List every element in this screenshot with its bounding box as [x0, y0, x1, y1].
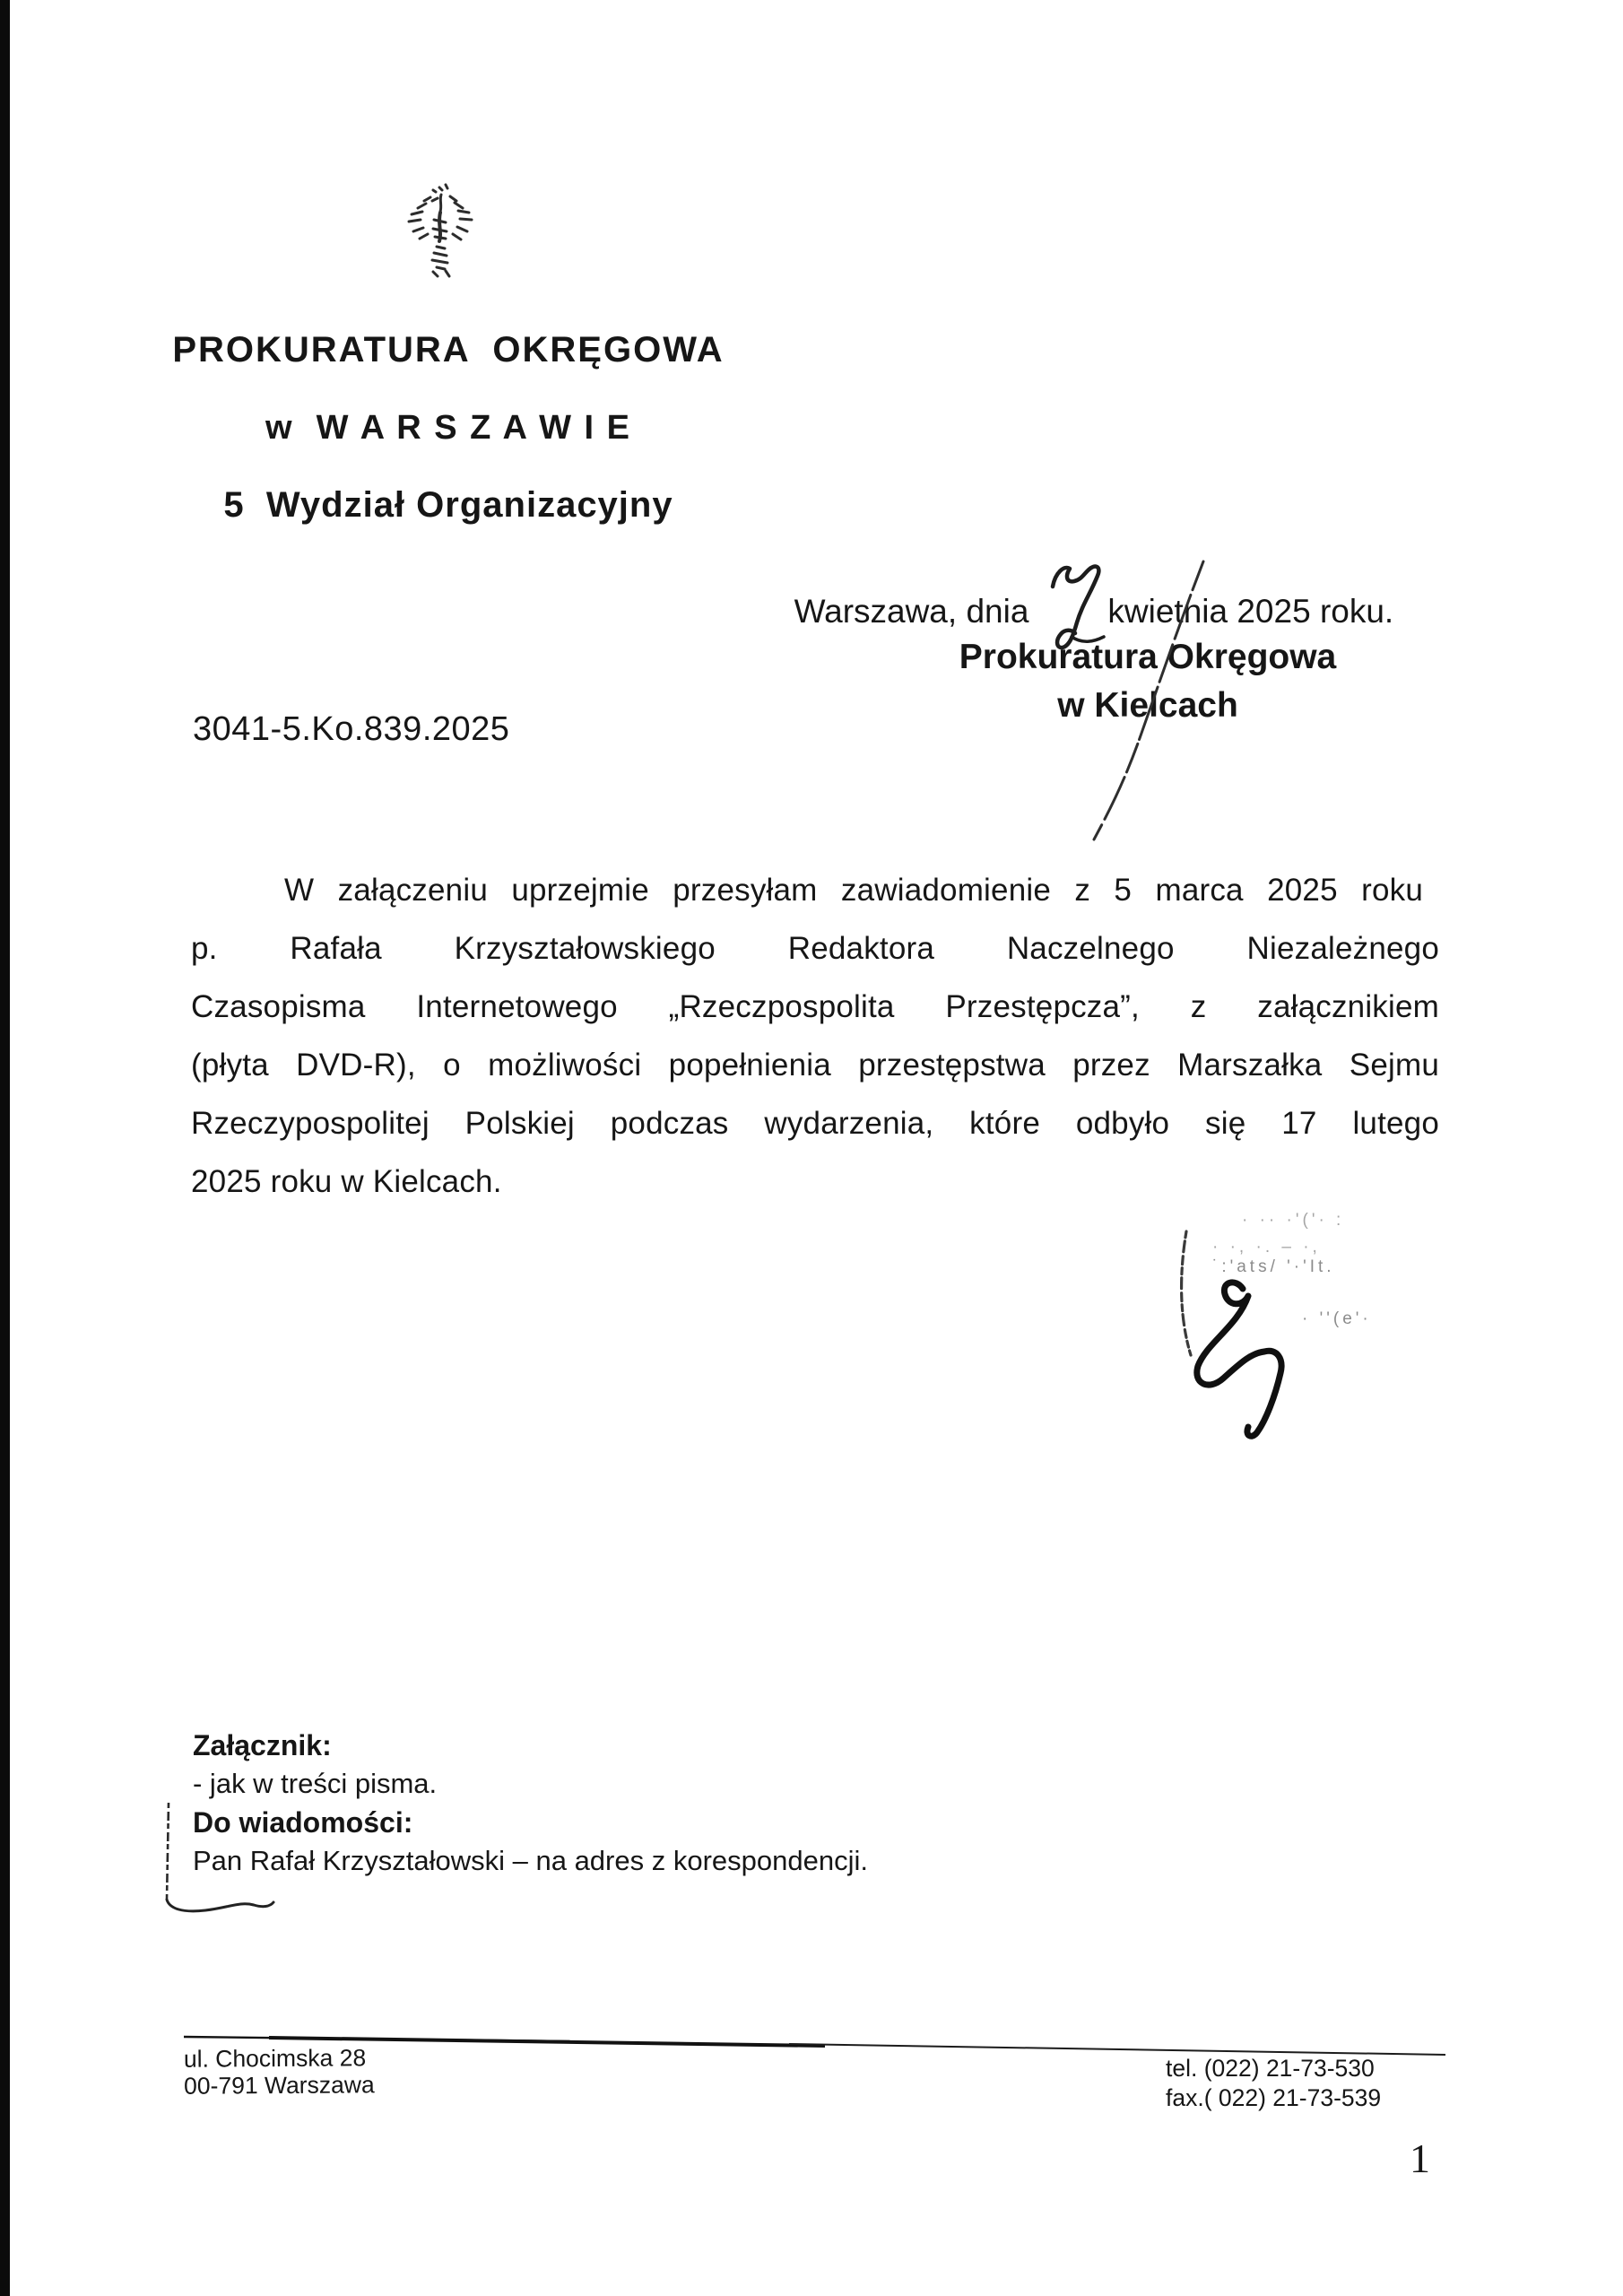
page-number: 1: [1410, 2135, 1430, 2181]
diagonal-strike-mark: [1067, 554, 1228, 850]
stamp-fragment: · ·, ·. – ·,: [1212, 1238, 1321, 1257]
margin-bracket-mark: [157, 1794, 291, 1919]
stamp-fragment: ˙:'ats/ '·'It.: [1212, 1257, 1335, 1276]
footer-fax: fax.( 022) 21-73-539: [1166, 2084, 1382, 2111]
footer-contact: [1166, 2054, 1381, 2113]
body-line: Czasopisma Internetowego „Rzeczpospolita Przestępcza”, z załącznikiem: [191, 989, 1439, 1024]
letterhead-city: w W A R S Z A W I E: [265, 409, 631, 447]
footer-tel: tel. (022) 21-73-530: [1166, 2055, 1375, 2082]
body-paragraph: [191, 861, 1439, 1211]
addressee-office: Prokuratura Okręgowa: [959, 638, 1337, 676]
addressee-city: w Kielcach: [1057, 686, 1238, 725]
cc-item: Pan Rafał Krzyształowski – na adres z korespondencji.: [193, 1845, 868, 1876]
body-line: 2025 roku w Kielcach.: [191, 1164, 502, 1199]
footer-street: ul. Chocimska 28: [183, 2044, 367, 2073]
body-line: W załączeniu uprzejmie przesyłam zawiadomienie z 5 marca 2025 roku: [284, 873, 1423, 908]
letterhead-department: 5 Wydział Organizacyjny: [223, 485, 673, 525]
reference-number: 3041-5.Ko.839.2025: [193, 710, 510, 748]
signature-scribble: [1157, 1206, 1462, 1475]
cc-label: Do wiadomości:: [193, 1806, 413, 1839]
date-prefix: Warszawa, dnia: [794, 593, 1029, 630]
body-line: Rzeczypospolitej Polskiej podczas wydarzenia, które odbyło się 17 lutego: [191, 1106, 1439, 1141]
footer-postal-city: 00-791 Warszawa: [184, 2071, 375, 2100]
letterhead-office-name: PROKURATURA OKRĘGOWA: [172, 330, 725, 370]
footer-address: [184, 2044, 375, 2099]
polish-eagle-emblem-icon: [401, 182, 480, 287]
body-line: (płyta DVD-R), o możliwości popełnienia przestępstwa przez Marszałka Sejmu: [191, 1048, 1439, 1083]
attachment-label: Załącznik:: [193, 1729, 332, 1761]
scan-edge-strip: [0, 0, 10, 2296]
body-line: p. Rafała Krzyształowskiego Redaktora Naczelnego Niezależnego: [191, 931, 1439, 966]
stamp-fragment: · ·· ·'('· :: [1242, 1211, 1345, 1230]
attachments-block: [193, 1729, 868, 1883]
letterhead: [135, 298, 762, 542]
stamp-fragment: · ''(e'·: [1302, 1309, 1372, 1328]
attachment-item: - jak w treści pisma.: [193, 1768, 438, 1799]
date-suffix: kwietnia 2025 roku.: [1107, 593, 1394, 630]
